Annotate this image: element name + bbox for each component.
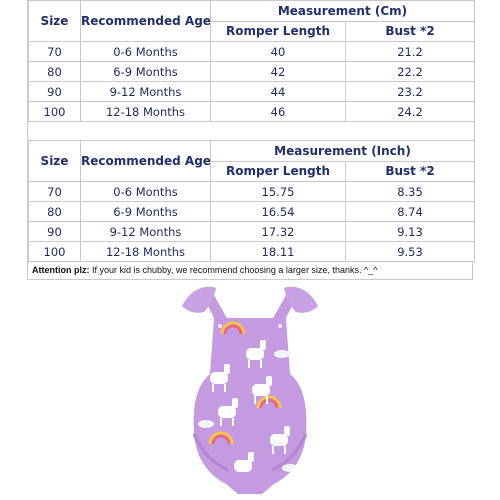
header-recommended-age: Recommended Age — [81, 1, 211, 42]
header-recommended-age: Recommended Age — [81, 141, 211, 182]
header-romper-length: Romper Length — [211, 21, 346, 42]
table-spacer — [28, 122, 474, 140]
attention-text: If your kid is chubby, we recommend choosing a larger size, thanks. ^_^ — [89, 265, 378, 275]
cell-length: 18.11 — [211, 242, 346, 262]
cell-bust: 24.2 — [346, 102, 475, 122]
table-row — [29, 182, 475, 202]
cell-length: 40 — [211, 42, 346, 62]
header-bust: Bust *2 — [346, 21, 475, 42]
cell-size: 100 — [29, 102, 81, 122]
header-bust: Bust *2 — [346, 161, 475, 182]
cell-length: 42 — [211, 62, 346, 82]
cell-age: 0-6 Months — [81, 42, 211, 62]
table-row — [29, 242, 475, 262]
attention-note — [27, 262, 473, 280]
cell-length: 16.54 — [211, 202, 346, 222]
table-row — [29, 82, 475, 102]
cell-bust: 9.13 — [346, 222, 475, 242]
cell-age: 6-9 Months — [81, 62, 211, 82]
table-row — [29, 62, 475, 82]
cell-bust: 8.35 — [346, 182, 475, 202]
cell-bust: 9.53 — [346, 242, 475, 262]
cell-size: 70 — [29, 182, 81, 202]
table-row — [29, 42, 475, 62]
table-row — [29, 222, 475, 242]
header-measurement: Measurement (Cm) — [211, 1, 475, 22]
attention-label: Attention plz: — [32, 265, 90, 275]
cell-age: 0-6 Months — [81, 182, 211, 202]
cell-bust: 21.2 — [346, 42, 475, 62]
table-row — [29, 102, 475, 122]
cell-length: 17.32 — [211, 222, 346, 242]
header-romper-length: Romper Length — [211, 161, 346, 182]
cell-length: 46 — [211, 102, 346, 122]
cell-bust: 22.2 — [346, 62, 475, 82]
cell-size: 80 — [29, 62, 81, 82]
cell-size: 90 — [29, 222, 81, 242]
cell-size: 70 — [29, 42, 81, 62]
cell-size: 100 — [29, 242, 81, 262]
cell-length: 44 — [211, 82, 346, 102]
cell-age: 12-18 Months — [81, 102, 211, 122]
cell-age: 6-9 Months — [81, 202, 211, 222]
cell-bust: 23.2 — [346, 82, 475, 102]
cell-size: 90 — [29, 82, 81, 102]
size-table-cm — [28, 0, 475, 122]
cell-age: 9-12 Months — [81, 222, 211, 242]
cell-bust: 8.74 — [346, 202, 475, 222]
cell-size: 80 — [29, 202, 81, 222]
size-table-inch — [28, 140, 475, 262]
size-chart — [27, 0, 475, 262]
romper-photo — [170, 284, 330, 500]
table-row — [29, 202, 475, 222]
cell-length: 15.75 — [211, 182, 346, 202]
cell-age: 12-18 Months — [81, 242, 211, 262]
header-measurement: Measurement (Inch) — [211, 141, 475, 162]
header-size: Size — [29, 1, 81, 42]
cell-age: 9-12 Months — [81, 82, 211, 102]
header-size: Size — [29, 141, 81, 182]
